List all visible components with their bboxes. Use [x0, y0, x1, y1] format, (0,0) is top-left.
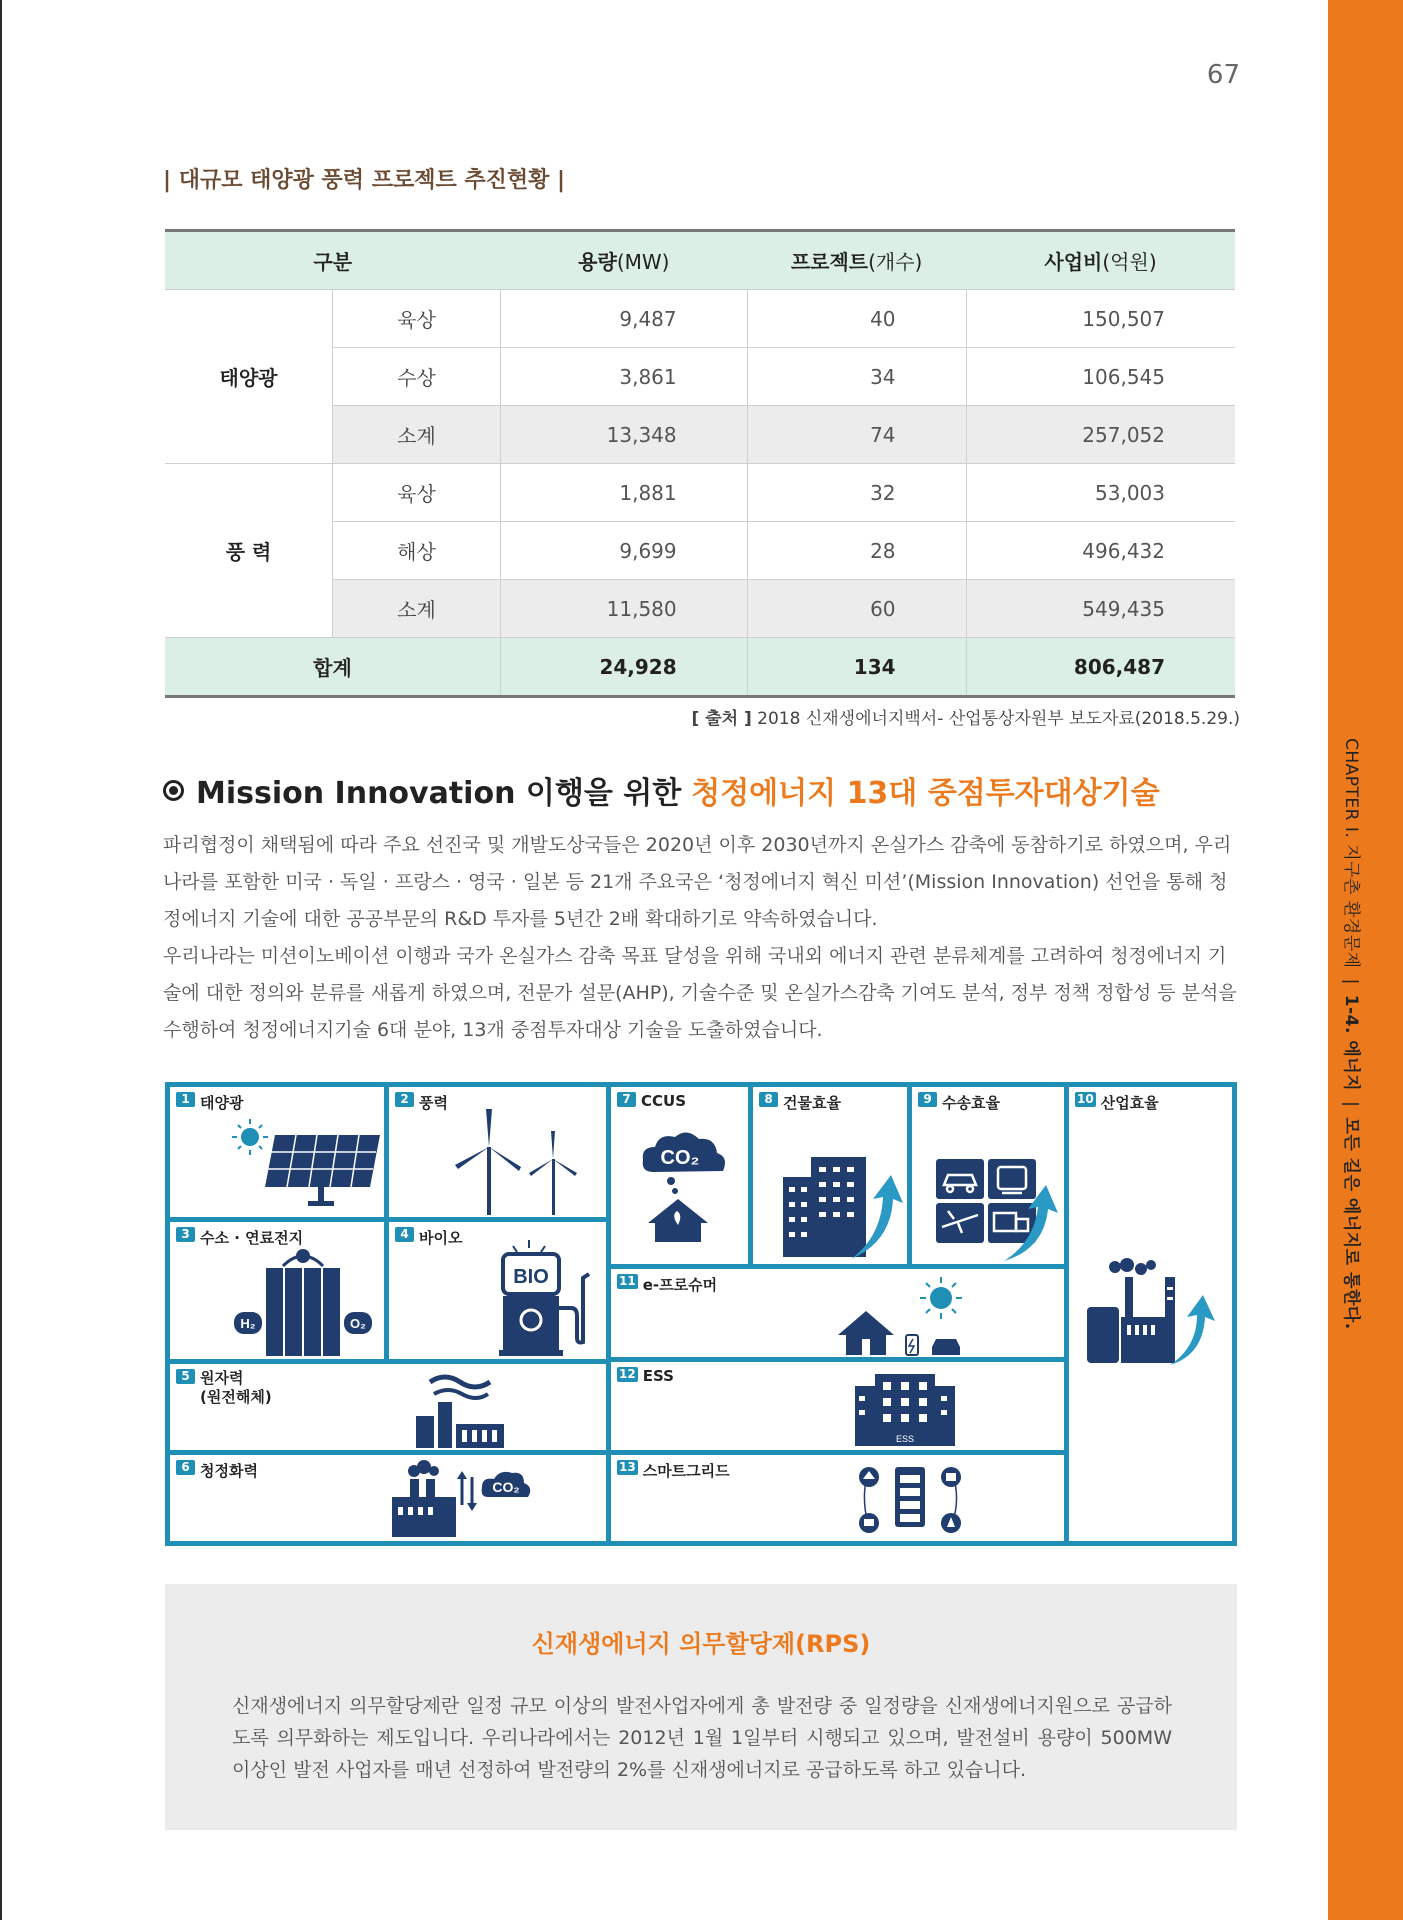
ess-label: ESS [895, 1434, 915, 1444]
bio-label: BIO [513, 1266, 549, 1288]
section-title: 1-4. 에너지 [1341, 994, 1361, 1092]
cell-capacity: 9,487 [501, 290, 748, 348]
row-label: 소계 [333, 580, 501, 638]
cell-capacity: 3,861 [501, 348, 748, 406]
header-capacity: 용량(MW) [501, 231, 748, 290]
bio-fuel-pump-icon [499, 1238, 594, 1358]
smart-grid-icon [851, 1461, 971, 1541]
tech-cell-nuclear: 5 원자력 (원전해체) [168, 1362, 608, 1452]
buildings-icon [781, 1147, 906, 1262]
tech-cell-clean-thermal: 6 청정화력 CO₂ [168, 1453, 608, 1543]
cell-capacity: 13,348 [501, 406, 748, 464]
table-total-row [165, 638, 1235, 697]
rps-title: 신재생에너지 의무할당제(RPS) [531, 1630, 871, 1658]
clean-energy-13-tech-diagram [165, 1082, 1237, 1546]
page-number: 67 [1206, 60, 1240, 90]
header-category: 구분 [165, 231, 501, 290]
project-status-table [165, 229, 1235, 698]
cell-cost: 496,432 [966, 522, 1235, 580]
nuclear-plant-icon [410, 1372, 510, 1450]
rps-description: 신재생에너지 의무할당제란 일정 규모 이상의 발전사업자에게 총 발전량 중 일정량을 신재생에너지원으로 공급하도록 의무화하는 제도입니다. 우리나라에서는 2012년 1월 1일부터 시행되고 있으며, 발전설비 용량이 500MW 이상인 발전 사업자를 매년 선정하여 발전량의 2%를 신재생에너지로 공급하도록 하고 있습니다. [232, 1695, 1172, 1781]
table-row [165, 290, 1235, 348]
cell-cost: 53,003 [966, 464, 1235, 522]
row-label: 수상 [333, 348, 501, 406]
factory-icon [1085, 1257, 1215, 1367]
total-projects: 134 [747, 638, 966, 697]
tech-cell-e-prosumer: 11 e-프로슈머 [609, 1267, 1066, 1359]
tech-cell-bio: 4 바이오 BIO [387, 1220, 608, 1361]
table-header-row [165, 231, 1235, 290]
tech-cell-industry-efficiency: 10 산업효율 [1067, 1085, 1234, 1543]
co2-cloud-house-icon [633, 1127, 733, 1247]
tech-cell-solar: 1 태양광 [168, 1085, 386, 1219]
wind-turbine-icon [449, 1107, 589, 1217]
cell-capacity: 9,699 [501, 522, 748, 580]
row-label: 육상 [333, 290, 501, 348]
table-title: | 대규모 태양광 풍력 프로젝트 추진현황 | [163, 168, 566, 193]
topic-title: 모든 길은 에너지로 통한다. [1341, 1117, 1361, 1330]
total-label: 합계 [165, 638, 501, 697]
target-bullet-icon [163, 780, 184, 801]
table-source: [ 출처 ] 2018 신재생에너지백서- 산업통상자원부 보도자료(2018.5.29.) [691, 709, 1240, 729]
body-paragraph-1: 파리협정이 채택됨에 따라 주요 선진국 및 개발도상국들은 2020년 이후 2030년까지 온실가스 감축에 동참하기로 하였으며, 우리나라를 포함한 미국 · 독일 · 프랑스 · 영국 · 일본 등 21개 주요국은 ‘청정에너지 혁신 미션’(Mission Innovation) 선언을 통해 청정에너지 기술에 대한 공공부문의 R&D 투자를 5년간 2배 확대하기로 약속하였습니다. [163, 834, 1232, 930]
cell-capacity: 1,881 [501, 464, 748, 522]
body-paragraph-2: 우리나라는 미션이노베이션 이행과 국가 온실가스 감축 목표 달성을 위해 국내외 에너지 관련 분류체계를 고려하여 청정에너지 기술에 대한 정의와 분류를 새롭게 하였으며, 전문가 설문(AHP), 기술수준 및 온실가스감축 기여도 분석, 정부 정책 정합성 등 분석을 수행하여 청정에너지기술 6대 분야, 13개 중점투자대상 기술을 도출하였습니다. [163, 945, 1237, 1041]
total-capacity: 24,928 [501, 638, 748, 697]
tech-cell-building-efficiency: 8 건물효율 [751, 1085, 909, 1266]
ess-building-icon [851, 1370, 961, 1450]
cell-capacity: 11,580 [501, 580, 748, 638]
row-label: 소계 [333, 406, 501, 464]
cell-projects: 40 [747, 290, 966, 348]
h2-label: H₂ [240, 1316, 256, 1331]
cell-cost: 106,545 [966, 348, 1235, 406]
tech-cell-ess: 12 ESS ESS [609, 1360, 1066, 1452]
o2-label: O₂ [350, 1316, 366, 1331]
prosumer-house-icon [836, 1275, 986, 1357]
rps-info-box [165, 1584, 1237, 1830]
heading-prefix: Mission Innovation 이행을 위한 [196, 776, 682, 811]
total-cost: 806,487 [966, 638, 1235, 697]
cell-projects: 60 [747, 580, 966, 638]
chapter-title: CHAPTER I. 지구촌 환경문제 [1341, 738, 1361, 969]
section-heading [163, 768, 1160, 812]
left-border [0, 0, 2, 1920]
cell-cost: 549,435 [966, 580, 1235, 638]
row-label: 육상 [333, 464, 501, 522]
vehicles-icon [934, 1157, 1064, 1262]
cell-projects: 32 [747, 464, 966, 522]
clean-thermal-plant-icon [390, 1457, 540, 1541]
heading-highlight: 청정에너지 13대 중점투자대상기술 [691, 776, 1160, 811]
co2-label: CO₂ [492, 1479, 520, 1495]
cell-cost: 257,052 [966, 406, 1235, 464]
solar-panel-icon [230, 1115, 380, 1215]
co2-label: CO₂ [660, 1147, 700, 1169]
group-wind: 풍 력 [165, 464, 333, 638]
cell-projects: 34 [747, 348, 966, 406]
tech-cell-ccus: 7 CCUS CO₂ [609, 1085, 750, 1266]
cell-projects: 74 [747, 406, 966, 464]
group-solar: 태양광 [165, 290, 333, 464]
tech-cell-transport-efficiency: 9 수송효율 [910, 1085, 1066, 1266]
tech-cell-wind: 2 풍력 [387, 1085, 608, 1219]
fuel-cell-icon [228, 1246, 378, 1360]
header-projects: 프로젝트(개수) [747, 231, 966, 290]
tech-cell-smart-grid: 13 스마트그리드 [609, 1453, 1066, 1543]
chapter-side-label: CHAPTER I. 지구촌 환경문제|1-4. 에너지|모든 길은 에너지로 통한다. [1341, 738, 1361, 1330]
table-row [165, 464, 1235, 522]
row-label: 해상 [333, 522, 501, 580]
cell-projects: 28 [747, 522, 966, 580]
header-cost: 사업비(억원) [966, 231, 1235, 290]
tech-cell-hydrogen-fuel-cell: 3 수소 · 연료전지 H₂ O₂ [168, 1220, 386, 1361]
cell-cost: 150,507 [966, 290, 1235, 348]
